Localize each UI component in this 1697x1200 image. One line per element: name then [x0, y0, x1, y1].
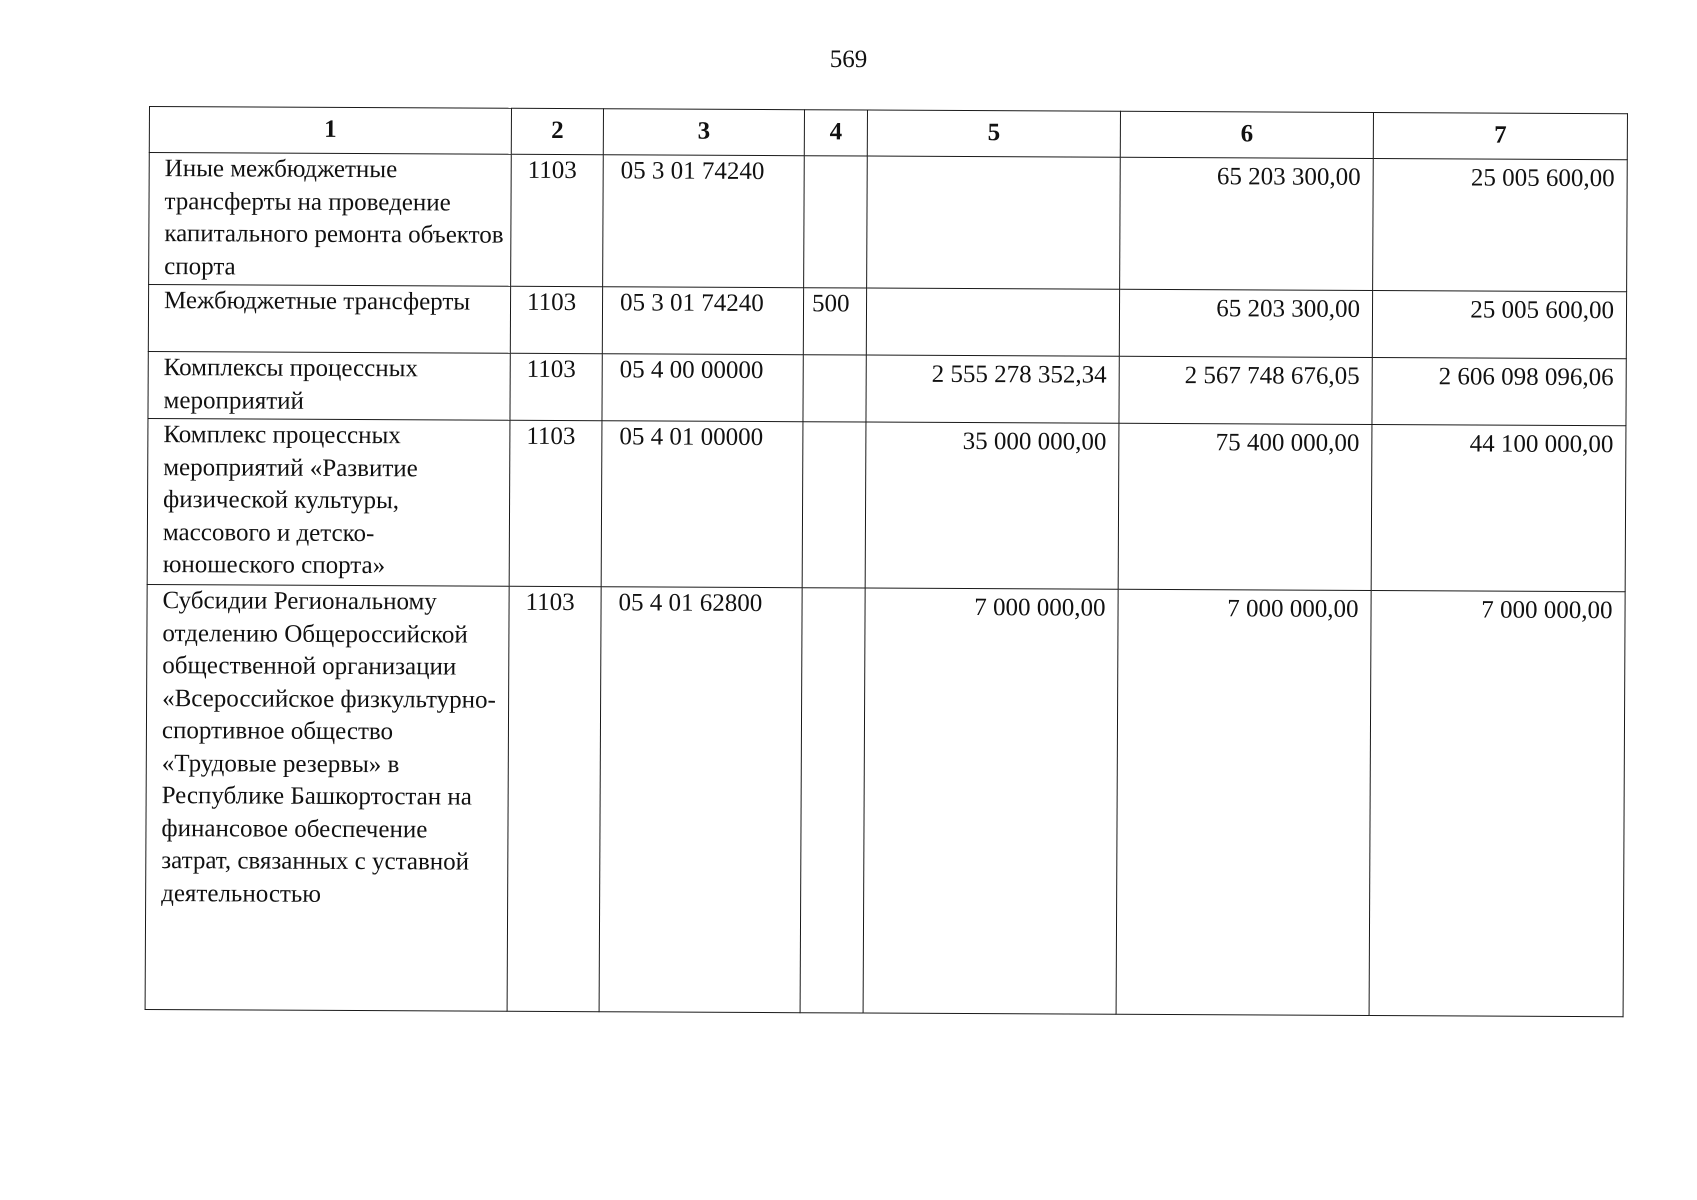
row-amount-6: 65 203 300,00: [1119, 289, 1372, 357]
row-expense-type: [802, 422, 866, 588]
row-amount-7: 7 000 000,00: [1369, 590, 1625, 1016]
row-name: Субсидии Региональному отделению Общероссийской общественной организации «Всероссийское физкультурно-спортивное общество «Трудовые резервы» в Республике Башкортостан на финансовое обеспечение затрат, связанных с уставной деятельностью: [145, 584, 509, 1011]
table-row: [148, 285, 1626, 359]
row-name: Комплекс процессных мероприятий «Развитие физической культуры, массового и детско-юношеского спорта»: [147, 418, 510, 586]
row-amount-7: 44 100 000,00: [1371, 424, 1626, 591]
row-name: Межбюджетные трансферты: [148, 285, 510, 354]
row-amount-5: [867, 156, 1121, 289]
table-row: [149, 153, 1628, 292]
row-amount-7: 25 005 600,00: [1373, 158, 1628, 291]
row-amount-6: 2 567 748 676,05: [1119, 356, 1372, 424]
column-header-5: 5: [867, 110, 1120, 157]
row-section: 1103: [509, 420, 602, 586]
row-expense-type: [804, 156, 868, 288]
row-amount-5: 7 000 000,00: [863, 588, 1118, 1014]
row-name: Комплексы процессных мероприятий: [148, 351, 510, 420]
row-expense-type: [800, 588, 865, 1013]
table-row: [145, 584, 1625, 1016]
page-number: 569: [829, 46, 868, 73]
column-header-4: 4: [804, 110, 867, 156]
column-header-2: 2: [511, 108, 603, 154]
budget-table: [145, 106, 1628, 1017]
row-amount-5: [866, 288, 1119, 356]
row-section: 1103: [511, 154, 604, 286]
row-section: 1103: [510, 286, 602, 353]
row-section: 1103: [510, 353, 602, 420]
row-amount-6: 7 000 000,00: [1116, 589, 1371, 1015]
column-header-7: 7: [1373, 112, 1627, 159]
column-header-6: 6: [1120, 111, 1373, 158]
row-amount-7: 2 606 098 096,06: [1372, 357, 1626, 425]
column-header-3: 3: [603, 109, 804, 156]
row-target-code: 05 3 01 74240: [602, 287, 803, 355]
row-target-code: 05 4 01 00000: [601, 421, 803, 588]
row-target-code: 05 3 01 74240: [603, 155, 805, 288]
row-amount-6: 75 400 000,00: [1118, 423, 1372, 590]
row-amount-6: 65 203 300,00: [1120, 157, 1374, 290]
row-target-code: 05 4 01 62800: [599, 587, 802, 1013]
row-expense-type: [803, 355, 866, 422]
row-amount-5: 35 000 000,00: [865, 422, 1119, 589]
row-amount-7: 25 005 600,00: [1372, 290, 1626, 358]
row-name: Иные межбюджетные трансферты на проведение капитального ремонта объектов спорта: [149, 153, 512, 287]
column-header-1: 1: [149, 107, 511, 155]
header-row: [149, 107, 1627, 160]
row-amount-5: 2 555 278 352,34: [866, 355, 1119, 423]
row-target-code: 05 4 00 00000: [602, 354, 803, 422]
table-row: [147, 418, 1626, 591]
row-section: 1103: [507, 586, 601, 1011]
table-row: [148, 351, 1626, 425]
row-expense-type: 500: [803, 288, 866, 355]
